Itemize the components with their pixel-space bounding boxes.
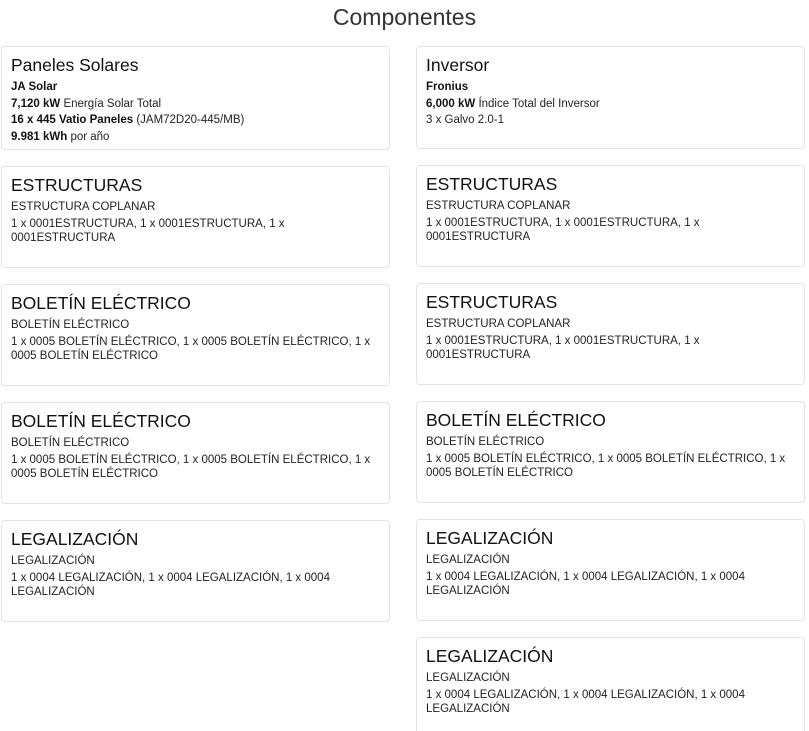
component-card: [416, 637, 805, 731]
component-card-items: 1 x 0004 LEGALIZACIÓN, 1 x 0004 LEGALIZACIÓN, 1 x 0004 LEGALIZACIÓN: [11, 571, 330, 598]
page-title: Componentes: [332, 4, 477, 30]
component-card-title: BOLETÍN ELÉCTRICO: [11, 293, 191, 313]
component-card-subtitle: BOLETÍN ELÉCTRICO: [11, 437, 130, 449]
component-card-items: 1 x 0005 BOLETÍN ELÉCTRICO, 1 x 0005 BOLETÍN ELÉCTRICO, 1 x 0005 BOLETÍN ELÉCTRICO: [11, 453, 371, 480]
component-card: [416, 519, 805, 621]
component-card: [416, 165, 805, 267]
component-card-items: 1 x 0004 LEGALIZACIÓN, 1 x 0004 LEGALIZACIÓN, 1 x 0004 LEGALIZACIÓN: [426, 570, 745, 597]
component-card-subtitle: ESTRUCTURA COPLANAR: [426, 318, 571, 330]
component-card: [1, 402, 390, 504]
component-card-subtitle: BOLETÍN ELÉCTRICO: [11, 319, 130, 331]
component-card-subtitle: LEGALIZACIÓN: [426, 672, 510, 684]
component-card-items: 1 x 0004 LEGALIZACIÓN, 1 x 0004 LEGALIZACIÓN, 1 x 0004 LEGALIZACIÓN: [426, 688, 745, 715]
component-card-title: BOLETÍN ELÉCTRICO: [11, 411, 191, 431]
component-card-title: BOLETÍN ELÉCTRICO: [426, 410, 606, 430]
component-card-subtitle: LEGALIZACIÓN: [11, 555, 95, 567]
inverter-total: 6,000 kW Índice Total del Inversor: [426, 97, 600, 110]
solar-panels-brand: JA Solar: [11, 81, 58, 93]
component-card: [1, 166, 390, 268]
inverter-title: Inversor: [426, 55, 490, 75]
solar-panels-yield: 9.981 kWh por año: [11, 130, 110, 143]
component-card-title: LEGALIZACIÓN: [426, 528, 554, 548]
solar-panels-total: 7,120 kW Energía Solar Total: [11, 97, 162, 110]
solar-panels-card: [1, 46, 390, 150]
component-card-items: 1 x 0001ESTRUCTURA, 1 x 0001ESTRUCTURA, 1 x 0001ESTRUCTURA: [426, 334, 700, 361]
component-card-items: 1 x 0005 BOLETÍN ELÉCTRICO, 1 x 0005 BOLETÍN ELÉCTRICO, 1 x 0005 BOLETÍN ELÉCTRICO: [426, 452, 786, 479]
component-card: [416, 283, 805, 385]
component-card: [1, 520, 390, 622]
inverter-model: 3 x Galvo 2.0-1: [426, 114, 504, 126]
component-card-items: 1 x 0001ESTRUCTURA, 1 x 0001ESTRUCTURA, 1 x 0001ESTRUCTURA: [426, 216, 700, 243]
component-card: [416, 401, 805, 503]
solar-panels-quantity: 16 x 445 Vatio Paneles (JAM72D20-445/MB): [11, 114, 245, 126]
component-card-title: LEGALIZACIÓN: [11, 529, 139, 549]
component-card: [1, 284, 390, 386]
component-card-title: LEGALIZACIÓN: [426, 646, 554, 666]
component-card-title: ESTRUCTURAS: [426, 292, 558, 312]
inverter-brand: Fronius: [426, 81, 469, 93]
component-card-subtitle: ESTRUCTURA COPLANAR: [426, 200, 571, 212]
solar-panels-title: Paneles Solares: [11, 55, 139, 75]
component-card-items: 1 x 0001ESTRUCTURA, 1 x 0001ESTRUCTURA, 1 x 0001ESTRUCTURA: [11, 217, 285, 244]
component-card-subtitle: LEGALIZACIÓN: [426, 554, 510, 566]
component-card-subtitle: BOLETÍN ELÉCTRICO: [426, 436, 545, 448]
component-card-title: ESTRUCTURAS: [426, 174, 558, 194]
inverter-card: [416, 46, 805, 149]
component-card-subtitle: ESTRUCTURA COPLANAR: [11, 201, 156, 213]
component-card-items: 1 x 0005 BOLETÍN ELÉCTRICO, 1 x 0005 BOLETÍN ELÉCTRICO, 1 x 0005 BOLETÍN ELÉCTRICO: [11, 335, 371, 362]
component-card-title: ESTRUCTURAS: [11, 175, 143, 195]
